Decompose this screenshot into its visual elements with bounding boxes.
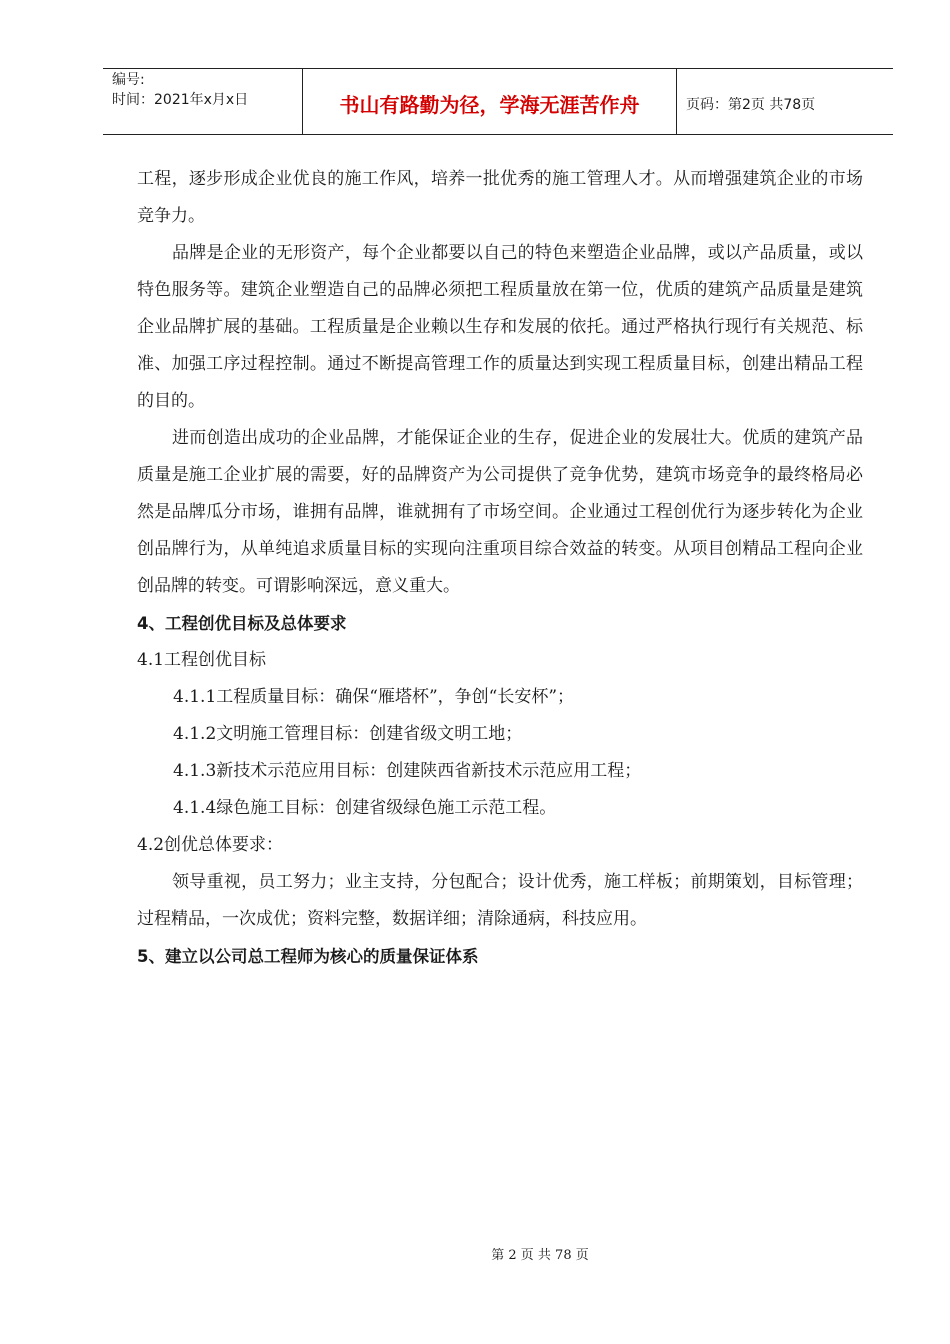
header-motto: 书山有路勤为径，学海无涯苦作舟 xyxy=(303,69,677,134)
paragraph: 领导重视，员工努力；业主支持，分包配合；设计优秀，施工样板；前期策划，目标管理；过程精品，一次成优；资料完整，数据详细；清除通病，科技应用。 xyxy=(137,872,863,929)
paragraph: 工程，逐步形成企业优良的施工作风，培养一批优秀的施工管理人才。从而增强建筑企业的市场竞争力。 xyxy=(137,169,863,226)
subsection-4-1: 4.1工程创优目标 xyxy=(137,650,267,670)
item-4-1-1: 4.1.1工程质量目标：确保“雁塔杯”，争创“长安杯”； xyxy=(173,687,575,707)
time-label: 时间：2021年x月x日 xyxy=(112,92,249,108)
paragraph: 品牌是企业的无形资产，每个企业都要以自己的特色来塑造企业品牌，或以产品质量，或以特色服务等。建筑企业塑造自己的品牌必须把工程质量放在第一位，优质的建筑产品质量是建筑企业品牌扩展的基础。工程质量是企业赖以生存和发展的依托。通过严格执行现行有关规范、标准、加强工序过程控制。通过不断提高管理工作的质量达到实现工程质量目标，创建出精品工程的目的。 xyxy=(137,243,863,411)
section-heading-4: 4、工程创优目标及总体要求 xyxy=(137,614,347,633)
item-4-1-4: 4.1.4绿色施工目标：创建省级绿色施工示范工程。 xyxy=(173,798,557,818)
number-label: 编号: xyxy=(112,72,145,88)
page-header xyxy=(103,68,893,135)
document-body xyxy=(137,161,863,975)
item-4-1-3: 4.1.3新技术示范应用目标：创建陕西省新技术示范应用工程； xyxy=(173,761,642,781)
subsection-4-2: 4.2创优总体要求： xyxy=(137,835,284,855)
item-4-1-2: 4.1.2文明施工管理目标：创建省级文明工地； xyxy=(173,724,523,744)
header-meta xyxy=(103,69,303,134)
section-heading-5: 5、建立以公司总工程师为核心的质量保证体系 xyxy=(137,947,479,966)
paragraph: 进而创造出成功的企业品牌，才能保证企业的生存，促进企业的发展壮大。优质的建筑产品质量是施工企业扩展的需要，好的品牌资产为公司提供了竞争优势，建筑市场竞争的最终格局必然是品牌瓜分市场，谁拥有品牌，谁就拥有了市场空间。企业通过工程创优行为逐步转化为企业创品牌行为，从单纯追求质量目标的实现向注重项目综合效益的转变。从项目创精品工程向企业创品牌的转变。可谓影响深远，意义重大。 xyxy=(137,428,863,596)
page-footer: 第 2 页 共 78 页 xyxy=(491,1248,589,1263)
header-page-info: 页码：第2页 共78页 xyxy=(686,96,816,113)
